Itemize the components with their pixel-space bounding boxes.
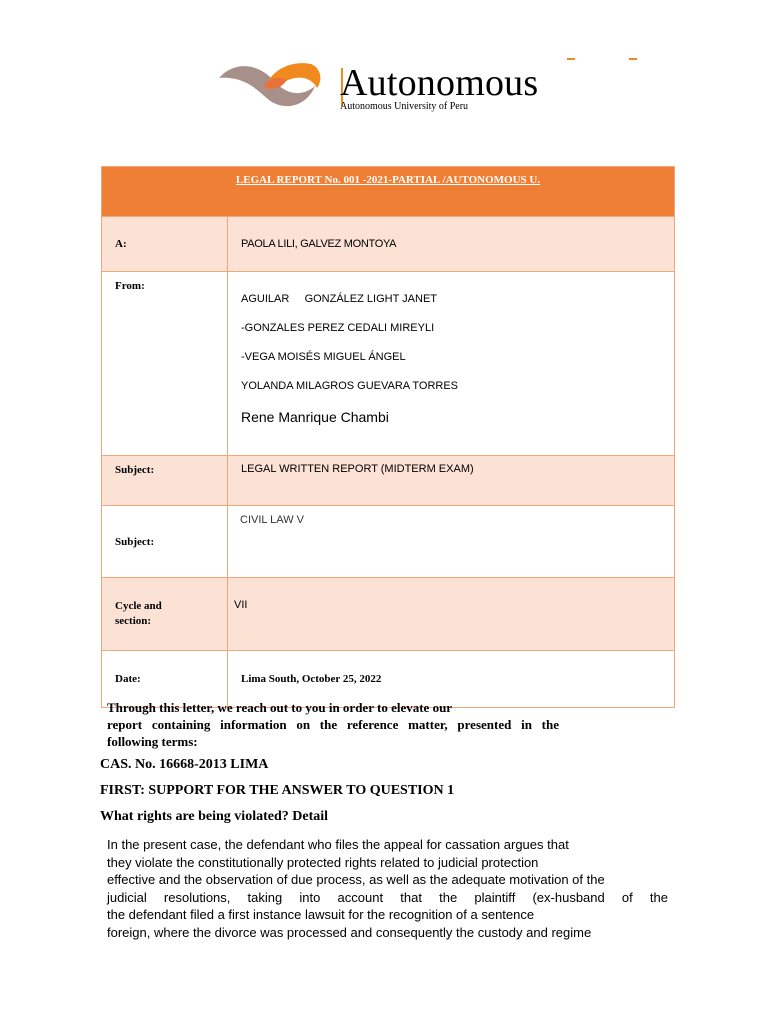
case-heading: CAS. No. 16668-2013 LIMA bbox=[100, 757, 269, 772]
section-heading: FIRST: SUPPORT FOR THE ANSWER TO QUESTION 1 bbox=[100, 783, 455, 798]
date-value: Lima South, October 25, 2022 bbox=[241, 673, 382, 685]
body-line: foreign, where the divorce was processed and consequently the custody and regime bbox=[107, 924, 592, 940]
to-value: PAOLA LILI, GALVEZ MONTOYA bbox=[241, 238, 397, 250]
subject-label: Subject: bbox=[115, 464, 155, 476]
from-author: Rene Manrique Chambi bbox=[241, 409, 389, 425]
memo-table bbox=[101, 166, 675, 708]
memo-row-subject-2 bbox=[102, 506, 675, 578]
memo-header-title: LEGAL REPORT No. 001 -2021-PARTIAL /AUTONOMOUS U. bbox=[235, 174, 541, 186]
from-author: YOLANDA MILAGROS GUEVARA TORRES bbox=[241, 380, 459, 392]
from-author: AGUILAR GONZÁLEZ LIGHT JANET bbox=[241, 293, 438, 305]
body-line: they violate the constitutionally protected rights related to judicial protection bbox=[107, 854, 539, 870]
intro-paragraph bbox=[107, 699, 559, 750]
from-author: -VEGA MOISÉS MIGUEL ÁNGEL bbox=[241, 351, 406, 363]
body-line: judicial resolutions, taking into account that the plaintiff (ex-husband of the bbox=[107, 889, 668, 905]
body-paragraph bbox=[107, 836, 668, 942]
memo-row-to bbox=[102, 217, 675, 272]
memo-row-subject-1 bbox=[102, 456, 675, 506]
cycle-label: Cycle and bbox=[115, 600, 162, 612]
cycle-value: VII bbox=[234, 599, 248, 611]
body-line: effective and the observation of due process, as well as the adequate motivation of the bbox=[107, 872, 605, 888]
memo-row-cycle bbox=[102, 578, 675, 651]
course-value: CIVIL LAW V bbox=[240, 514, 304, 526]
question-heading: What rights are being violated? Detail bbox=[100, 809, 329, 824]
to-label: A: bbox=[115, 238, 127, 250]
intro-line: following terms: bbox=[107, 734, 198, 749]
memo-row-from bbox=[102, 272, 675, 456]
intro-line: Through this letter, we reach out to you in order to elevate our bbox=[107, 700, 453, 715]
memo-header-row bbox=[102, 167, 675, 217]
autonomous-swoosh-icon bbox=[215, 58, 323, 114]
body-line: the defendant filed a first instance lawsuit for the recognition of a sentence bbox=[107, 907, 535, 923]
logo-subtitle: Autonomous University of Peru bbox=[340, 101, 469, 112]
subject-label: Subject: bbox=[115, 535, 155, 548]
date-label: Date: bbox=[115, 673, 141, 685]
body-line: In the present case, the defendant who files the appeal for cassation argues that bbox=[107, 837, 569, 852]
from-label: From: bbox=[115, 280, 145, 292]
cycle-label: section: bbox=[115, 615, 152, 627]
logo-wordmark: Autonomous bbox=[340, 62, 539, 104]
subject-value: LEGAL WRITTEN REPORT (MIDTERM EXAM) bbox=[241, 463, 474, 475]
university-logo bbox=[215, 50, 565, 120]
from-author: -GONZALES PEREZ CEDALI MIREYLI bbox=[241, 322, 435, 334]
intro-line: report containing information on the reference matter, presented in the bbox=[107, 717, 559, 732]
